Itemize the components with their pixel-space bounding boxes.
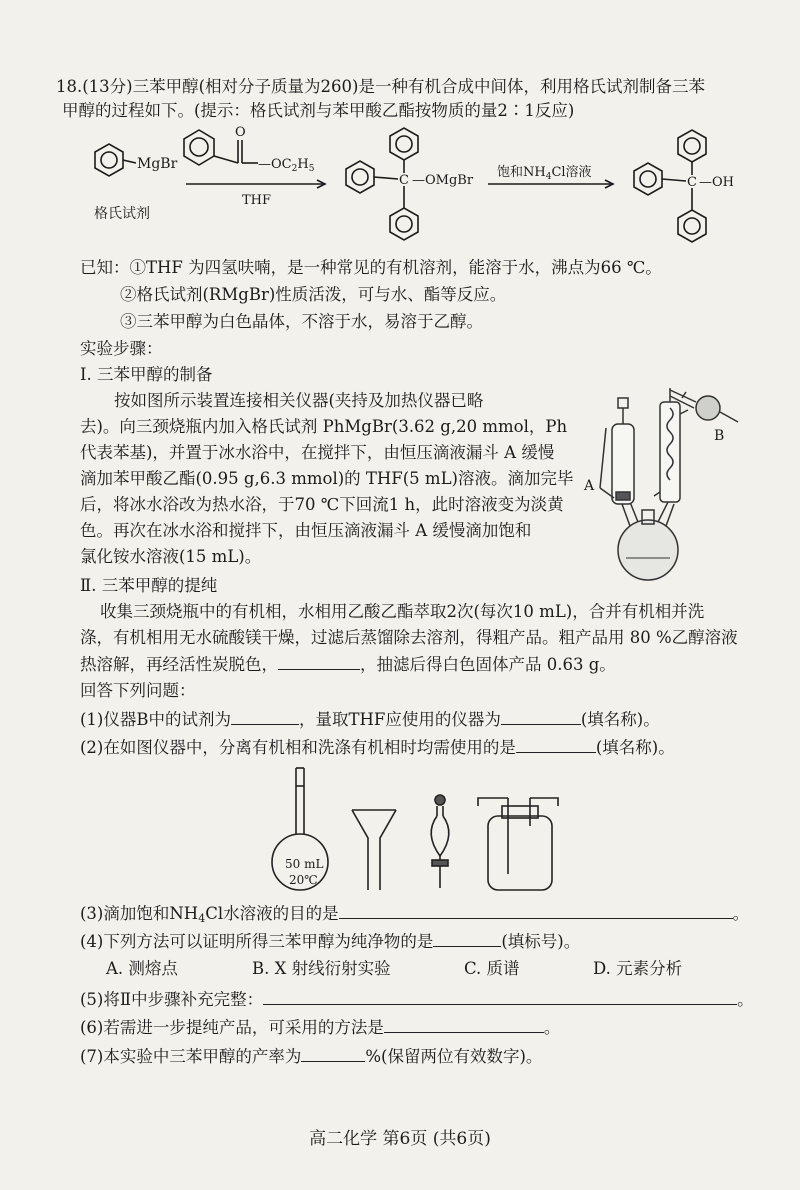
oh-label: —OH: [699, 175, 734, 190]
part2-line3-a: 热溶解，再经活性炭脱色，: [80, 655, 278, 674]
answer-blank-q3[interactable]: [339, 902, 733, 919]
q7: [80, 1045, 542, 1068]
q3-text-a: (3)滴加饱和NH: [80, 904, 199, 923]
steps-title: 实验步骤：: [80, 339, 163, 358]
q1-text-b: ，量取THF应使用的仪器为: [299, 710, 501, 729]
benzene-ring-grignard: [95, 144, 123, 176]
benzene-ring-product-bottom: [678, 210, 706, 242]
ester-o-label: O: [235, 125, 246, 140]
grignard-label: 格氏试剂: [94, 206, 150, 222]
q1-text-c: (填名称)。: [580, 710, 660, 729]
known-2: ②格氏试剂(RMgBr)性质活泼，可与水、酯等反应。: [120, 285, 507, 304]
gas-washing-bottle: [478, 798, 558, 890]
label-b: B: [714, 428, 725, 444]
question-intro-line1: 18.(13分)三苯甲醇(相对分子质量为260)是一种有机合成中间体，利用格氏试剂制备三苯: [56, 77, 705, 96]
part1-line7: 氯化铵水溶液(15 mL)。: [80, 547, 262, 566]
mgbr-label: MgBr: [137, 156, 178, 172]
ester-ethoxy-label: $—OC_2H_5$: [258, 157, 315, 174]
benzene-ring-left: [346, 161, 374, 193]
q3: [80, 902, 749, 930]
benzene-ring-ester: [184, 130, 214, 165]
answer-blank-q1a[interactable]: [231, 708, 299, 725]
option-c[interactable]: C. 质谱: [464, 959, 520, 978]
q5-text-a: (5)将Ⅱ中步骤补充完整：: [80, 990, 264, 1009]
q4-text-a: (4)下列方法可以证明所得三苯甲醇为纯净物的是: [80, 932, 434, 951]
q6: [80, 1016, 560, 1039]
answer-blank-q1b[interactable]: [501, 708, 581, 725]
funnel: [352, 810, 396, 890]
part1-line3: 代表苯基)，并置于冰水浴中，在搅拌下，由恒压滴液漏斗 A 缓慢: [80, 443, 555, 462]
option-b[interactable]: B. X 射线衍射实验: [252, 959, 391, 978]
part2-line3: [80, 653, 616, 676]
dropping-funnel-a: [600, 398, 634, 504]
glassware-row: [0, 764, 800, 899]
flask-temp-label: 20℃: [289, 873, 318, 887]
q4-text-b: (填标号)。: [501, 932, 581, 951]
answer-blank-q6[interactable]: [384, 1016, 544, 1033]
product-carbon-label: C: [687, 175, 697, 190]
reflux-condenser: [654, 388, 688, 502]
part2-line2: 涤，有机相用无水硫酸镁干燥，过滤后蒸馏除去溶剂，得粗产品。粗产品用 80 %乙醇溶液: [80, 628, 738, 647]
benzene-ring-product-left: [634, 163, 662, 195]
part1-line5: 后，将冰水浴改为热水浴，于70 ℃下回流1 h，此时溶液变为淡黄: [80, 495, 564, 514]
q1-text-a: (1)仪器B中的试剂为: [80, 710, 231, 729]
benzene-ring-product-top: [678, 130, 706, 162]
q3-subscript: 4: [198, 912, 206, 925]
answer-blank-step[interactable]: [278, 653, 360, 670]
carbon-center-label: C: [399, 173, 409, 188]
part1-line4: 滴加苯甲酸乙酯(0.95 g,6.3 mmol)的 THF(5 mL)溶液。滴加完毕: [80, 469, 574, 488]
q2-text-b: (填名称)。: [595, 738, 675, 757]
part1-line1: 按如图所示装置连接相关仪器(夹持及加热仪器已略: [114, 391, 484, 410]
question-intro-line2: 甲醇的过程如下。(提示：格氏试剂与苯甲酸乙酯按物质的量2∶1反应): [62, 101, 575, 120]
reflux-apparatus: [570, 378, 790, 588]
part1-line2: 去)。向三颈烧瓶内加入格氏试剂 PhMgBr(3.62 g,20 mmol，Ph: [80, 417, 568, 436]
benzene-ring-top: [390, 128, 418, 160]
answer-blank-q4[interactable]: [433, 930, 501, 947]
part2-line3-b: ，抽滤后得白色固体产品 0.63 g。: [360, 655, 616, 674]
q1: [80, 708, 660, 731]
known-3: ③三苯甲醇为白色晶体，不溶于水，易溶于乙醇。: [120, 312, 483, 331]
q3-text-b: Cl水溶液的目的是: [205, 904, 339, 923]
reaction-scheme: [0, 120, 800, 250]
solvent-label: THF: [242, 193, 272, 208]
answer-intro: 回答下列问题：: [80, 681, 196, 700]
answer-blank-q2[interactable]: [516, 736, 596, 753]
q4: [80, 930, 580, 953]
q2: [80, 736, 675, 759]
page-footer: 高二化学 第6页 (共6页): [309, 1129, 491, 1149]
known-1: 已知：①THF 为四氢呋喃，是一种常见的有机溶剂，能溶于水，沸点为66 ℃。: [80, 258, 662, 277]
q5-end: 。: [737, 990, 754, 1009]
benzene-ring-bottom: [390, 208, 418, 240]
flask-volume-label: 50 mL: [285, 857, 324, 871]
answer-blank-q5[interactable]: [263, 988, 737, 1005]
q7-text-a: (7)本实验中三苯甲醇的产率为: [80, 1047, 302, 1066]
q7-text-b: %(保留两位有效数字)。: [365, 1047, 543, 1066]
option-d[interactable]: D. 元素分析: [593, 959, 683, 978]
nh4cl-reagent-label: 饱和$NH_4Cl$溶液: [497, 165, 592, 182]
volumetric-flask: [272, 768, 328, 890]
three-neck-flask: [618, 520, 678, 580]
label-a: A: [584, 478, 595, 494]
q3-end: 。: [732, 904, 750, 923]
part1-line6: 色。再次在冰水浴和搅拌下，由恒压滴液漏斗 A 缓慢滴加饱和: [80, 521, 532, 540]
part2-line1: 收集三颈烧瓶中的有机相，水相用乙酸乙酯萃取2次(每次10 mL)，合并有机相并洗: [100, 602, 705, 621]
q6-text-a: (6)若需进一步提纯产品，可采用的方法是: [80, 1018, 384, 1037]
answer-blank-q7[interactable]: [301, 1045, 365, 1062]
part1-title: Ⅰ. 三苯甲醇的制备: [80, 365, 213, 384]
q2-text-a: (2)在如图仪器中，分离有机相和洗涤有机相时均需使用的是: [80, 738, 516, 757]
q5: [80, 988, 754, 1011]
option-a[interactable]: A. 测熔点: [106, 959, 178, 978]
omgbr-label: —OMgBr: [412, 173, 474, 188]
separatory-funnel: [431, 795, 449, 888]
q6-end: 。: [543, 1018, 561, 1037]
part2-title: Ⅱ. 三苯甲醇的提纯: [80, 576, 218, 595]
